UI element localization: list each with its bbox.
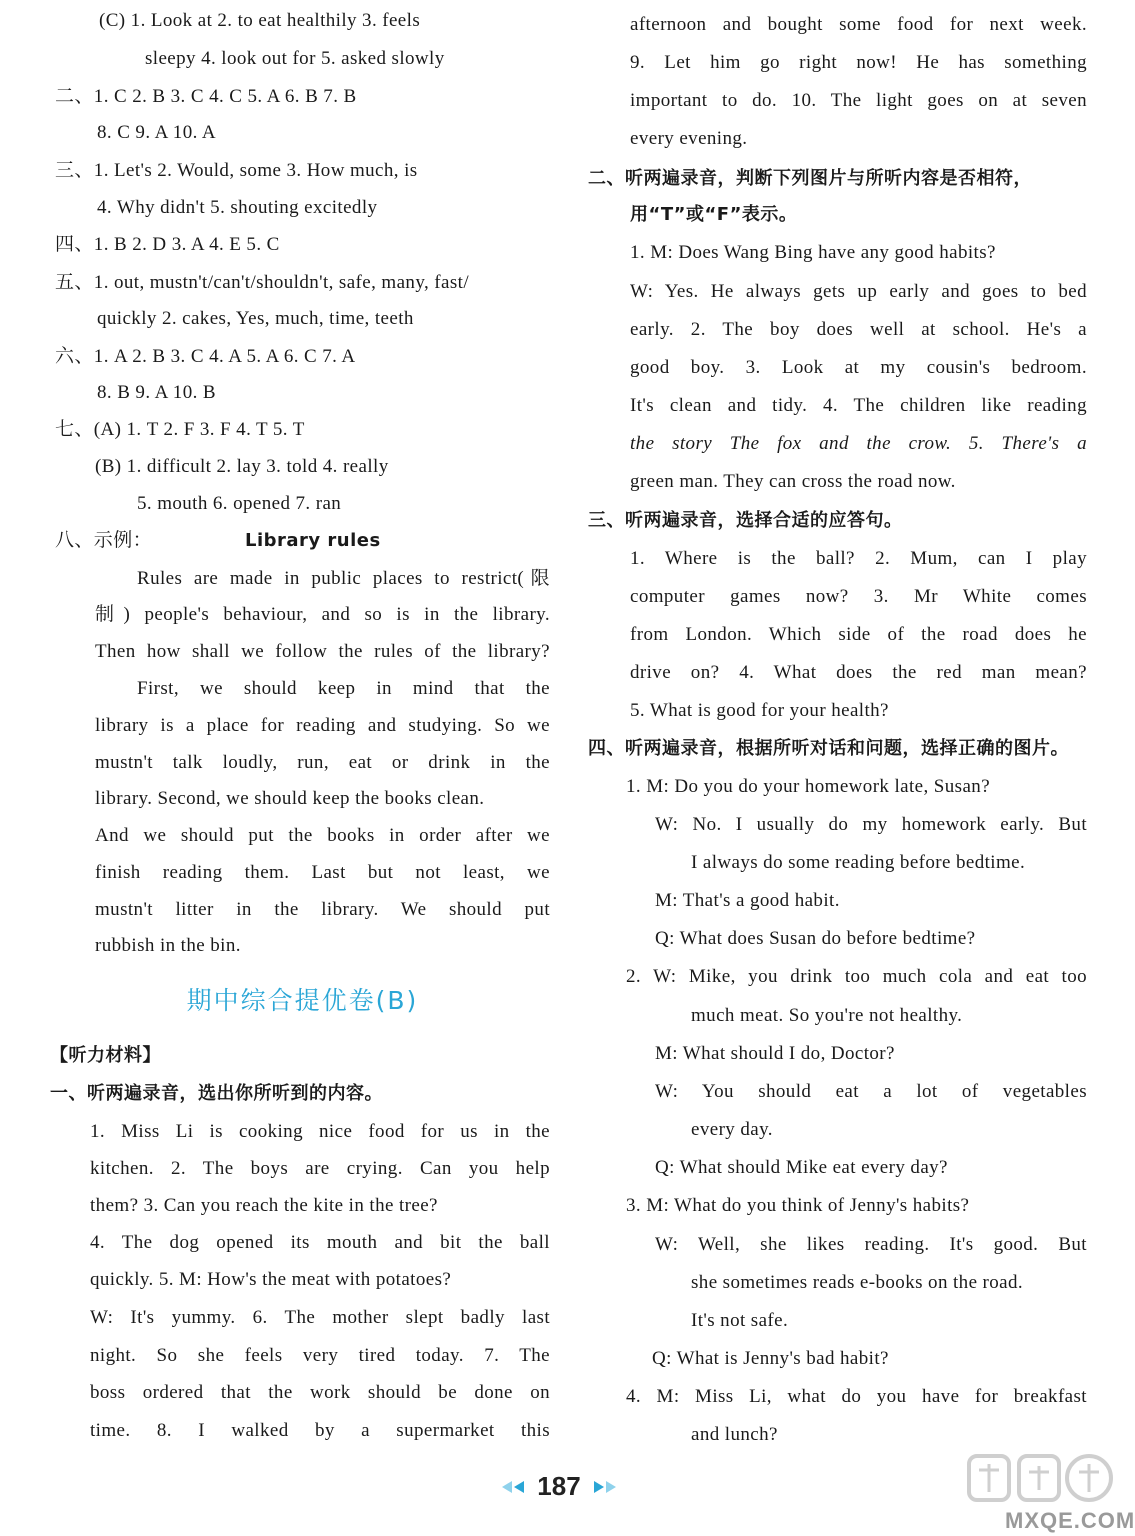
part4-heading: 四、听两遍录音，根据所听对话和问题，选择正确的图片。 (588, 738, 1069, 759)
transcript-line: every day. (691, 1119, 773, 1140)
transcript-line: 2. W: Mike, you drink too much cola and eat too (626, 966, 1087, 987)
part2-heading: 二、听两遍录音，判断下列图片与所听内容是否相符， (588, 168, 1032, 189)
transcript-line: W: No. I usually do my homework early. But (655, 814, 1087, 835)
essay-line: And we should put the books in order after we (95, 825, 550, 846)
essay-line: First, we should keep in mind that the (137, 678, 550, 699)
right-arrow-icon (606, 1481, 616, 1493)
transcript-line: W: Yes. He always gets up early and goes to bed (630, 281, 1087, 302)
left-arrow-icon (514, 1481, 524, 1493)
answer-line: 8. B 9. A 10. B (97, 382, 216, 403)
answer-line: 二、1. C 2. B 3. C 4. C 5. A 6. B 7. B (55, 86, 357, 107)
answer-line: sleepy 4. look out for 5. asked slowly (145, 48, 445, 69)
answer-line: 七、(A) 1. T 2. F 3. F 4. T 5. T (55, 419, 305, 440)
transcript-line: W: It's yummy. 6. The mother slept badly last (90, 1307, 550, 1328)
answer-line: 六、1. A 2. B 3. C 4. A 5. A 6. C 7. A (55, 346, 356, 367)
section-title: 期中综合提优卷(B) (186, 986, 419, 1015)
essay-line: library is a place for reading and studying. So we (95, 715, 550, 736)
transcript-line: quickly. 5. M: How's the meat with potatoes? (90, 1269, 452, 1290)
answer-line: (B) 1. difficult 2. lay 3. told 4. really (95, 456, 389, 477)
essay-line: Rules are made in public places to restrict(限 (137, 568, 550, 589)
answer-line: 5. mouth 6. opened 7. ran (137, 493, 342, 514)
transcript-line: M: What should I do, Doctor? (655, 1043, 895, 1064)
transcript-line: time. 8. I walked by a supermarket this (90, 1420, 550, 1441)
essay-line: mustn't talk loudly, run, eat or drink in the (95, 752, 550, 773)
transcript-line: every evening. (630, 128, 748, 149)
transcript-line: 4. M: Miss Li, what do you have for breakfast (626, 1386, 1087, 1407)
watermark-text: MXQE.COM (1005, 1508, 1135, 1533)
transcript-line: Q: What is Jenny's bad habit? (652, 1348, 889, 1369)
transcript-line: boss ordered that the work should be done on (90, 1382, 550, 1403)
transcript-line: W: You should eat a lot of vegetables (655, 1081, 1087, 1102)
transcript-line: much meat. So you're not healthy. (691, 1005, 963, 1026)
answer-line: 8. C 9. A 10. A (97, 122, 216, 143)
essay-line: 制) people's behaviour, and so is in the library. (95, 604, 550, 625)
part1-heading: 一、听两遍录音，选出你所听到的内容。 (50, 1083, 383, 1104)
transcript-line: It's not safe. (691, 1310, 789, 1331)
transcript-line: the story The fox and the crow. 5. There's a (630, 433, 1087, 454)
answer-line: quickly 2. cakes, Yes, much, time, teeth (97, 308, 414, 329)
page-number: 187 (537, 1471, 581, 1501)
transcript-line: kitchen. 2. The boys are crying. Can you help (90, 1158, 550, 1179)
transcript-line: 5. What is good for your health? (630, 700, 889, 721)
transcript-line: W: Well, she likes reading. It's good. But (655, 1234, 1087, 1255)
transcript-line: computer games now? 3. Mr White comes (630, 586, 1087, 607)
transcript-line: Q: What does Susan do before bedtime? (655, 928, 976, 949)
example-label: 八、示例： (55, 530, 153, 551)
answer-line: (C) 1. Look at 2. to eat healthily 3. feels (99, 10, 421, 31)
essay-line: finish reading them. Last but not least, we (95, 862, 550, 883)
answer-line: 四、1. B 2. D 3. A 4. E 5. C (55, 234, 280, 255)
transcript-line: afternoon and bought some food for next week. (630, 14, 1087, 35)
answer-line: 三、1. Let's 2. Would, some 3. How much, is (55, 160, 418, 181)
transcript-line: early. 2. The boy does well at school. He's a (630, 319, 1087, 340)
transcript-line: 9. Let him go right now! He has something (630, 52, 1087, 73)
transcript-line: I always do some reading before bedtime. (691, 852, 1026, 873)
transcript-line: from London. Which side of the road does he (630, 624, 1087, 645)
example-title: Library rules (245, 530, 381, 551)
transcript-line: Q: What should Mike eat every day? (655, 1157, 948, 1178)
transcript-line: 1. Where is the ball? 2. Mum, can I play (630, 548, 1087, 569)
essay-line: rubbish in the bin. (95, 935, 241, 956)
part3-heading: 三、听两遍录音，选择合适的应答句。 (588, 510, 903, 531)
transcript-line: night. So she feels very tired today. 7. The (90, 1345, 550, 1366)
right-arrow-icon (594, 1481, 604, 1493)
transcript-line: 1. M: Does Wang Bing have any good habits? (630, 242, 996, 263)
transcript-line: she sometimes reads e-books on the road. (691, 1272, 1024, 1293)
transcript-line: important to do. 10. The light goes on at seven (630, 90, 1087, 111)
transcript-line: green man. They can cross the road now. (630, 471, 956, 492)
answer-line: 五、1. out, mustn't/can't/shouldn't, safe, many, fast/ (55, 272, 470, 293)
left-arrow-icon (502, 1481, 512, 1493)
transcript-line: good boy. 3. Look at my cousin's bedroom. (630, 357, 1087, 378)
answer-line: 4. Why didn't 5. shouting excitedly (97, 197, 378, 218)
transcript-line: It's clean and tidy. 4. The children like reading (630, 395, 1087, 416)
transcript-line: 1. Miss Li is cooking nice food for us in the (90, 1121, 550, 1142)
page-footer (0, 1471, 1118, 1502)
transcript-line: 1. M: Do you do your homework late, Susan? (626, 776, 991, 797)
essay-line: mustn't litter in the library. We should put (95, 899, 550, 920)
transcript-line: M: That's a good habit. (655, 890, 840, 911)
essay-line: Then how shall we follow the rules of the library? (95, 641, 550, 662)
essay-line: library. Second, we should keep the books clean. (95, 788, 485, 809)
listening-label: 【听力材料】 (50, 1045, 161, 1066)
transcript-line: 4. The dog opened its mouth and bit the ball (90, 1232, 550, 1253)
transcript-line: and lunch? (691, 1424, 778, 1445)
part2-heading-cont: 用“T”或“F”表示。 (630, 204, 798, 225)
transcript-line: 3. M: What do you think of Jenny's habits? (626, 1195, 970, 1216)
transcript-line: them? 3. Can you reach the kite in the tree? (90, 1195, 438, 1216)
transcript-line: drive on? 4. What does the red man mean? (630, 662, 1087, 683)
